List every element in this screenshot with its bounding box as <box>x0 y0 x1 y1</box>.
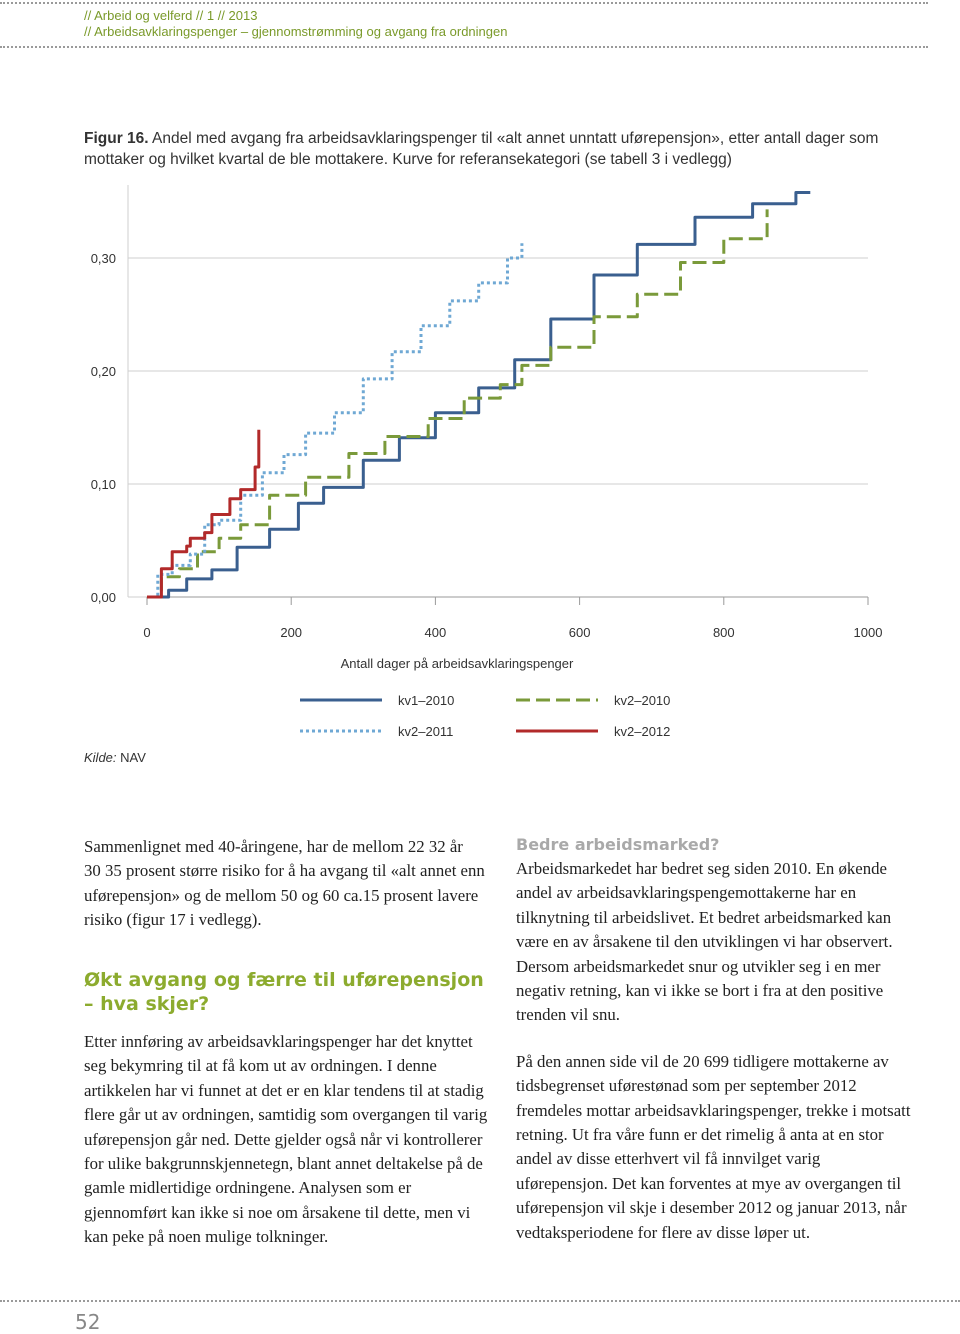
x-tick-label: 400 <box>424 625 447 640</box>
x-tick-label: 200 <box>280 625 303 640</box>
right-column <box>516 833 914 1245</box>
source-label: Kilde: <box>84 750 117 765</box>
x-axis-label: Antall dager på arbeidsavklaringspenger <box>340 656 574 671</box>
source-value: NAV <box>116 750 146 765</box>
left-paragraph-1: Sammenlignet med 40-åringene, har de mellom 22 32 år 30 35 prosent større risiko for å ha avgang til «alt annet enn uførepensjon» og de mellom 50 og 60 ca.15 prosent lavere risiko (figur 17 i vedlegg). <box>84 837 485 930</box>
x-tick-label: 600 <box>568 625 591 640</box>
y-tick-labels <box>91 251 116 605</box>
chart-series <box>147 193 810 598</box>
y-tick-label: 0,00 <box>90 590 116 605</box>
x-tick-labels <box>143 625 882 640</box>
left-paragraph-2: Etter innføring av arbeidsavklaringspenger har det knyttet seg bekymring til at få kom ut av ordningen. I denne artikkelen har vi funnet at det er en klar tendens til at stadig flere går ut av ordningen, samtidig som overgangen til varig uførepensjon går ned. Dette gjelder også når vi kontrollerer for ulike bakgrunnskjennetegn, blant annet deltakelse på de gamle midlertidige ordningene. Analysen som er gjennomført kan ikke si noe om årsakene til dette, men vi kan peke på noen mulige tolkninger. <box>84 1032 488 1247</box>
figure-caption-text: Andel med avgang fra arbeidsavklaringspenger til «alt annet unntatt uførepensjon», etter antall dager som mottaker og hvilket kvartal de ble mottakere. Kurve for referansekategori (se tabell 3 i vedlegg) <box>84 130 879 168</box>
figure-label: Figur 16. <box>84 130 149 147</box>
header-line-2: // Arbeidsavklaringspenger – gjennomstrømming og avgang fra ordningen <box>84 24 508 39</box>
page-number: 52 <box>75 1310 101 1334</box>
legend-label: kv2–2011 <box>398 724 454 739</box>
header-line-1: // Arbeid og velferd // 1 // 2013 <box>84 8 258 23</box>
left-column-para-1 <box>84 835 494 933</box>
series-line-1 <box>147 209 767 597</box>
legend-label: kv2–2010 <box>614 693 671 708</box>
chart-grid <box>128 185 868 605</box>
series-line-0 <box>147 193 810 598</box>
x-tick-label: 0 <box>143 625 151 640</box>
footer-dotted-rule <box>0 1300 960 1302</box>
right-paragraph-2: På den annen side vil de 20 699 tidligere mottakerne av tidsbegrenset uførestønad som per september 2012 fremdeles mottar arbeidsavklaringspenger, trekke i motsatt retning. Ut fra våre funn er det rimelig å anta at en stor andel av disse etterhvert vil få innvilget varig uførepensjon. Det kan forventes at mye av overgangen til uførepensjon vil skje i desember 2012 og januar 2013, når vedtaksperiodene for flere av disse løper ut. <box>516 1051 911 1242</box>
y-tick-label: 0,30 <box>90 251 116 266</box>
x-tick-label: 1000 <box>853 625 883 640</box>
section-heading: Økt avgang og færre til uførepensjon – hva skjer? <box>84 969 484 1015</box>
x-tick-label: 800 <box>712 625 735 640</box>
legend-label: kv2–2012 <box>614 724 671 739</box>
right-subheading: Bedre arbeidsmarked? <box>516 835 720 854</box>
left-column-para-2 <box>84 1030 496 1250</box>
y-tick-label: 0,20 <box>90 364 116 379</box>
y-tick-label: 0,10 <box>90 477 116 492</box>
right-paragraph-1: Arbeidsmarkedet har bedret seg siden 2010. En økende andel av arbeidsavklaringspengemottakerne har en tilknytning til arbeidslivet. Et bedret arbeidsmarked kan være en av årsakene til den utviklingen vi har observert. Dersom arbeidsmarkedet snur og utvikler seg i en mer negativ retning, kan vi ikke se bort i fra at den positive trenden vil snu. <box>516 859 893 1025</box>
source-note <box>84 750 146 765</box>
legend-label: kv1–2010 <box>398 693 455 708</box>
series-line-2 <box>147 243 522 597</box>
chart-legend <box>300 693 670 739</box>
series-line-3 <box>147 430 259 597</box>
